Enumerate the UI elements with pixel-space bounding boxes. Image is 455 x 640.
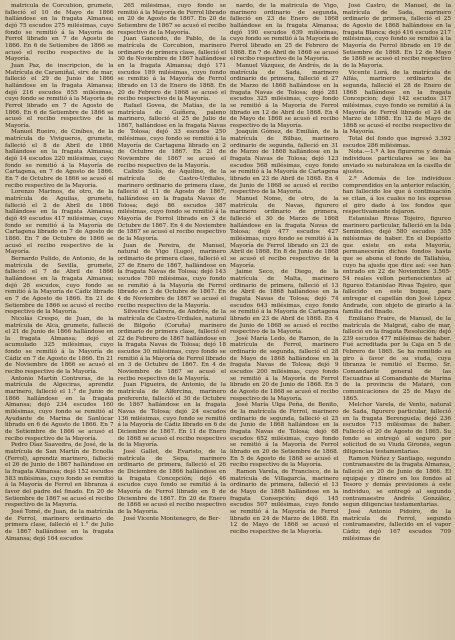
- paragraph: Nota.—1.ª A los figureros y demás individuos particulares se les ha enviado su naturaleza en la casilla de ajustes.: [342, 149, 451, 176]
- paragraph: José María Ulga Peña, de Benito, de la matrícula de Ferrol, marinero ordinario de segunda, falleció el 25 de Junio de 1868 hallándose en la fragata Navas de Tolosa; dejó 68 escudos 652 milésimas, cuyo fondo se remitió á la Mayoría de Ferrol librado en 20 de Setiembre de 1868. En 5 de Agosto de 1868 se acusó el recibo respectivo de la Mayoría.: [230, 402, 339, 469]
- paragraph: Emiliano Fraire, de Manuel, de la matrícula de Malgrat, cabo de mar, falleció en la fragata Resolución; dejó 239 escudos 477 milésimas de haber. Fué acreditada por la Caja en 5 de Febrero de 1865. Se ha remitido su giro á favor de su viuda, cuya libranza le remitió el Excmo. Sr. Comandante general de las Escuadras al Comandante de Marina de la provincia de Mataró, con comunicaciones de 25 de Mayo de 1865.: [342, 315, 451, 402]
- paragraph: Silvestre Cabrera, de Andrés, de la matrícula de Castro-Urdiales, natural de Bilgoño (Coruña) marinero ordinario de primera clase, falleció el 22 de Febrero de 1867 hallándose en la fragata Navas de Tolosa; dejó 18 escudos 30 milésimas, cuyo fondo se remitió á la Mayoría de Ferrol librado en 3 de Octubre de 1867. En 4 de Noviembre de 1867 se acusó el recibo respectivo de la Mayoría.: [117, 309, 226, 382]
- column-1: [5, 3, 114, 636]
- paragraph: José María Ledo, de Ramon, de la matrícula de Ferrol, marinero ordinario de segunda, falleció el 28 de Mayo de 1868 hallándose en la fragata Navas de Tolosa; dejó 9 escudos 200 milésimas, cuyo fondo se remitió á la Mayoría de Ferrol librado en 20 de Junio de 1868. En 5 de Agosto de 1868 se acusó el recibo respectivo de la Mayoría.: [230, 335, 339, 402]
- paragraph: matricula de Corcubion, grumete, falleció el 10 de Mayo de 1866 hallándose en la fragata Almansa; dejó 75 escudos 275 milésimas, cuyo fondo se remitió á la Mayoría de Ferrol librado en 7 de Agosto de 1866. En 6 de Setiembre de 1866 se acusó el recibo respectivo de la Mayoría.: [5, 3, 114, 63]
- paragraph: Juan Paz, de inscripcion, de la Matrícula de Caramiñal, sirv. de mar, falleció el 29 de Junio de 1866 hallándose en la fragata Almansa; dejó 216 escudos 855 milésimas, cuyo fondo se remitió á la Mayoría de Ferrol librado en 7 de Agosto de 1866. En 6 de Setiembre de 1866 se acusó el recibo respectivo de la Mayoría.: [5, 62, 114, 129]
- paragraph: Antonio Martín Contreras, de la matrícula de Algeciras, aprendiz marinero, falleció el 1.° de Junio de 1866 hallándose en la fragata Almansa; dejó 234 escudos 160 milésimas, cuyo fondo se remitió al Ayudante de Marina de Sanlúcar librado en 6 de Agosto de 1866. En 7 de Setiembre de 1866 se acusó el recibo respectivo de la Mayoría.: [5, 375, 114, 442]
- paragraph: nardo, de la matrícula de Vigo, marinero ordinario de segunda, falleció en 23 de Enero de 1868 hallándose en la fragata Almansa; dejó 190 escudos 639 milésimas, cuyo fondo se remitió á la Mayoría de Ferrol librado en 25 de Febrero de 1868. En 7 de Abril de 1868 se acusó el recibo respectivo de la Mayoría.: [230, 3, 339, 63]
- column-4: [343, 3, 452, 636]
- text-columns: [5, 3, 451, 636]
- paragraph: Juan de Pereira, de Manuel, natural de Vigo (Lugo), marinero ordinario de primera clase, falleció el 27 de Enero de 1867, hallándose en la fragata Navas de Tolosa; dejó 143 escudos 780 milésimas, cuyo fondo se remitió á la Mayoría de Ferrol librado en 3 de Octubre de 1867. En 4 de Noviembre de 1867 se acusó el recibo respectivo de la Mayoría.: [117, 242, 226, 309]
- paragraph: Rafael Govea, de Matías, de la matrícula de Guíñera, paleno marinero, falleció el 25 de Julio de 1867, hallándose en la fragata Navas de Tolosa; dejó 33 escudos 250 milésimas, cuyo fondo se remitió á la Mayoría de Cartagena librado en 2 de Octubre de 1867. En 21 de Noviembre de 1867 se acusó el recibo respectivo de la Mayoría.: [117, 102, 226, 169]
- column-2: [118, 3, 227, 636]
- paragraph: José Gallet, de Evaristo, de la matrícula de Sepa, marinero ordinario de primera, falleció el 26 de Diciembre de 1866 hallándose en la fragata Concepción; dejó 46 escudos cuyo fondo se remitió á la Mayoría de Ferrol librado en 8 de Diciembre de 1867. En 20 de Enero de 1868 se acusó el recibo respectivo de la Mayoría.: [117, 448, 226, 515]
- paragraph: Lorenzo Marinos, de otro, de la matrícula de Aguilas, grumete, falleció el 2 de Abril de 1866 hallándose en la fragata Almansa; dejó 49 escudos 417 milésimas, cuyo fondo se remitió á la Mayoría de Cartagena librado en 7 de Agosto de 1866. En 7 de Octubre de 1866 se acusó el recibo respectivo de la Mayoría.: [5, 189, 114, 256]
- paragraph: Melchor Varela, de Vento, natural de Sada, figurero particular, falleció en la fragata Berenguela; dejó 236 escudos 715 milésimas de haber. Falleció el 20 de Agosto de 1865. Su fondo se entregó al seguro por solicitud de su Viuda Gironés, segun diligencias testamentarias.: [342, 402, 451, 455]
- paragraph: 2.ª Además de los individuos comprendidos en la anterior relación, han fallecido los que á continuación se citan, á los cuales no les exprese el giro dado á los fondos que respectivamente dejaron.: [342, 176, 451, 216]
- paragraph: José Antonio Pidoiro, de la matrícula de Ferrol, segundo contramaestre, fallecido en el vapor Cádiz; dejó 167 escudos 709 milésimas de: [342, 508, 451, 542]
- paragraph: Total del fondo que ingresó 3.392 escudos 286 milésimas.: [342, 136, 451, 149]
- paragraph: Juan Figueira, de Antonio, de la matrícula de Alfercina, marinero preferente, falleció el 30 de Octubre de 1867 hallándose en la fragata Navas de Tolosa; dejó 24 escudos 136 milésimas, cuyo fondo se remitió á la Mayoría de Cádiz librado en 6 de Diciembre de 1867. En 11 de Enero de 1868 se acusó el recibo respectivo de la Mayoría.: [117, 382, 226, 449]
- paragraph: José Tomé, de Juan, de la matrícula de Ferrol, marinero ordinario de primera clase, falleció el 1.° de Julio de 1867 hallándose en la fragata Almansa; dejó 164 escudos: [5, 508, 114, 542]
- paragraph: José Castro, de Manuel, de la matrícula de Sada, marinero ordinario de primera, falleció el 25 de Agosto de 1868 hallándose en la fragata Blanca; dejó 416 escudos 217 milésimas, cuyo fondo se remitió á la Mayoría de Ferrol librado en 19 de Setiembre de 1868. En 12 de Mayo de 1868 se acusó el recibo respectivo de la Mayoría.: [342, 3, 451, 69]
- paragraph: Manuel Vázquez, de Andrés, de la matrícula de Sada, marinero ordinario de primera, falleció el 27 de Marzo de 1868 hallándose en la fragata Navas de Tolosa; dejó 281 escudos 325 milésimas, cuyo fondo se remitió á la Mayoría de Ferrol librado en 12 de Abril de 1868. En 4 de Mayo de 1868 se acusó el recibo respectivo de la Mayoría.: [230, 62, 339, 129]
- paragraph: Bernardo Pulido, de Antonio, de la matrícula de Sevilla, grumete, falleció el 7 de Abril de 1866 hallándose en la fragata Almansa; dejó 26 escudos, cuyo fondo se remitió á la Mayoría de Cádiz librado en 7 de Agosto de 1866. En 21 de Setiembre de 1866 se acusó el recibo respectivo de la Mayoría.: [5, 255, 114, 316]
- paragraph: Ramon Varela, de Francisco, de la matrícula de Villagarcía, marinero ordinario de primera, falleció el 13 de Mayo de 1868 hallándose en la fragata Consepción; dejó 145 escudos 507 milésimas, cuyo fondo se remitió á la Mayoría de Ferrol librado en 24 de Marzo de 1868. En 12 de Mayo de 1868 se acusó el recibo respectivo de la Mayoría.: [230, 468, 339, 535]
- paragraph: Juan Gancedo, de Pablo, de la matrícula de Corcubion, marinero ordinario de primera clase, falleció el 30 de Noviembre de 1867 hallándose en la fragata Almansa; dejó 171 escudos 189 milésimas, cuyo fondo se remitió á la Mayoría de Ferrol librado en 13 de Enero de 1868. En 20 de Febrero de 1868 se acusó el recibo respectivo de la Mayoría.: [117, 36, 226, 103]
- paragraph: Manuel Nome, de otro, de la matrícula de Navas, figurero marinero ordinario de primera, falleció el 30 de Marzo de 1868 hallándose en la fragata Navas de Tolosa; dejó 477 escudos 427 milésimas, cuyo fondo se remitió á la Mayoría de Ferrol librado en 23 de Abril de 1868. En 8 de Junio de 1868 se acusó el recibo respectivo de la Mayoría.: [230, 196, 339, 269]
- paragraph: Calixto Solís, de Aquilino, de la matrícula de Castro-Urdiales, marinero ordinario de primera clase, falleció el 11 de Agosto de 1867, hallándose en la fragata Navas de Tolosa; dejó 86 escudos 387 milésimas, cuyo fondo se remitió á la Mayoría de Ferrol librado en 3 de Octubre de 1867. En 4 de Noviembre de 1867 se acusó el recibo respectivo de la Mayoría.: [117, 169, 226, 242]
- paragraph: José Vicente Montenegro, de Ber-: [123, 515, 221, 522]
- paragraph: Pedro Díaz Saavedra, de José, de la matrícula de San Martín de Ecnolla (Ferrol), aprendiz marinero, falleció el 26 de Junio de 1867 hallándose en la fragata Almansa; dejó 152 escudos 583 milésimas, cuyo fondo se remitió á la Mayoría de Ferrol en libranza á favor del padre del finado. En 20 de Setiembre de 1867 se acusó el recibo respectivo de la Mayoría.: [5, 442, 114, 509]
- paragraph: Nicolás Crespo, de Juan, de la matrícula de Alca, grumete, falleció el 21 de Junio de 1866 hallándose en la fragata Almansa; dejó el acumulado 325 milésimas, cuyo fondo se remitió á la Mayoría de Cádiz en 7 de Agosto de 1866. En 21 de Noviembre de 1866 se acusó el recibo respectivo de la Mayoría.: [5, 315, 114, 376]
- paragraph: Manuel Rueiro, de Ciníbes, de la matrícula de Vivigueros, grumete, falleció el 8 de Abril de 1866 hallándose en la fragata Almansa; dejó 14 escudos 220 milésimas, cuyo fondo se remitió á la Mayoría de Cartagena, en 7 de Agosto de 1866. En 7 de Octubre de 1866 se acusó el recibo respectivo de la Mayoría.: [5, 129, 114, 189]
- paragraph: Ramon Núñez y Santiago, segundo contramaestre de la fragata Almansa, falleció en 20 de Junio de 1866. El equipaje y dinero en los fondos al Tesoro y demás previsiones á este individuo, se entregó al segundo contramaestre Andrés González, segun diligencias testamentarias.: [342, 455, 451, 509]
- paragraph: Estanislao Rivas Tojeiro, figureo marinero particular, falleció en la Isla Seminoles; dejó 580 escudos 355 milésimas de haber. En el Depósito que existe en esta Mayoría, permanecerán dichos fondos hasta que se abona el fondo de Tallahísa, cuyo ha ajuste que dice así: «se han entrado en 22 de Noviembre 3.565-54 reales vellon pertenecientes al figureo Estanislao Rivas Tojeiro, que fallecido en este buque, para entregar el capellán don José López Andrade, con objeto de girarlo á la familia del finado.: [342, 216, 451, 316]
- paragraph: Joaquín Gómez, de Emilián, de la matrícula de Bilbao, marinero ordinario de segunda, falleció en 31 de Marzo de 1868 hallándose en la fragata Navas de Tolosa; dejó 123 escudos 568 milésimas, cuyo fondo se remitió á la Mayoría de Cartagena librado en 23 de Abril de 1868. En 4 de Junio de 1868 se acusó el recibo respectivo de la Mayoría.: [230, 129, 339, 196]
- paragraph: 265 milésimas, cuyo fondo se remitió á la Mayoría de Ferrol librado en 20 de Agosto de 1867. En 20 de Setiembre de 1867 se acusó el recibo respectivo de la Mayoría.: [117, 3, 226, 36]
- paragraph: Vicente Lorá, de la matrícula de Alfás, marinero ordinario de segunda, falleció el 28 de Enero de 1868 hallándose en la fragata Concepcion; dejó 142 escudos 317 milésimas, cuyo fondo se remitió á la Mayoría de Ferrol librado el 24 de Marzo de 1868. En 12 de Mayo de 1868 se acusó el recibo respectivo de la Mayoría.: [342, 69, 451, 136]
- column-3: [230, 3, 339, 636]
- paragraph: Jaime Seco, de Diego, de la matrícula de Malta, marinero ordinario de primera, falleció el 13 de Abril de 1868 hallándose en la fragata Navas de Tolosa; dejó 74 escudos 643 milésimas, cuyo fondo se remitió á la Mayoría de Cartagena librado en 23 de Abril de 1868. En 4 de Junio de 1868 se acusó el recibo respectivo de la Mayoría.: [230, 269, 339, 336]
